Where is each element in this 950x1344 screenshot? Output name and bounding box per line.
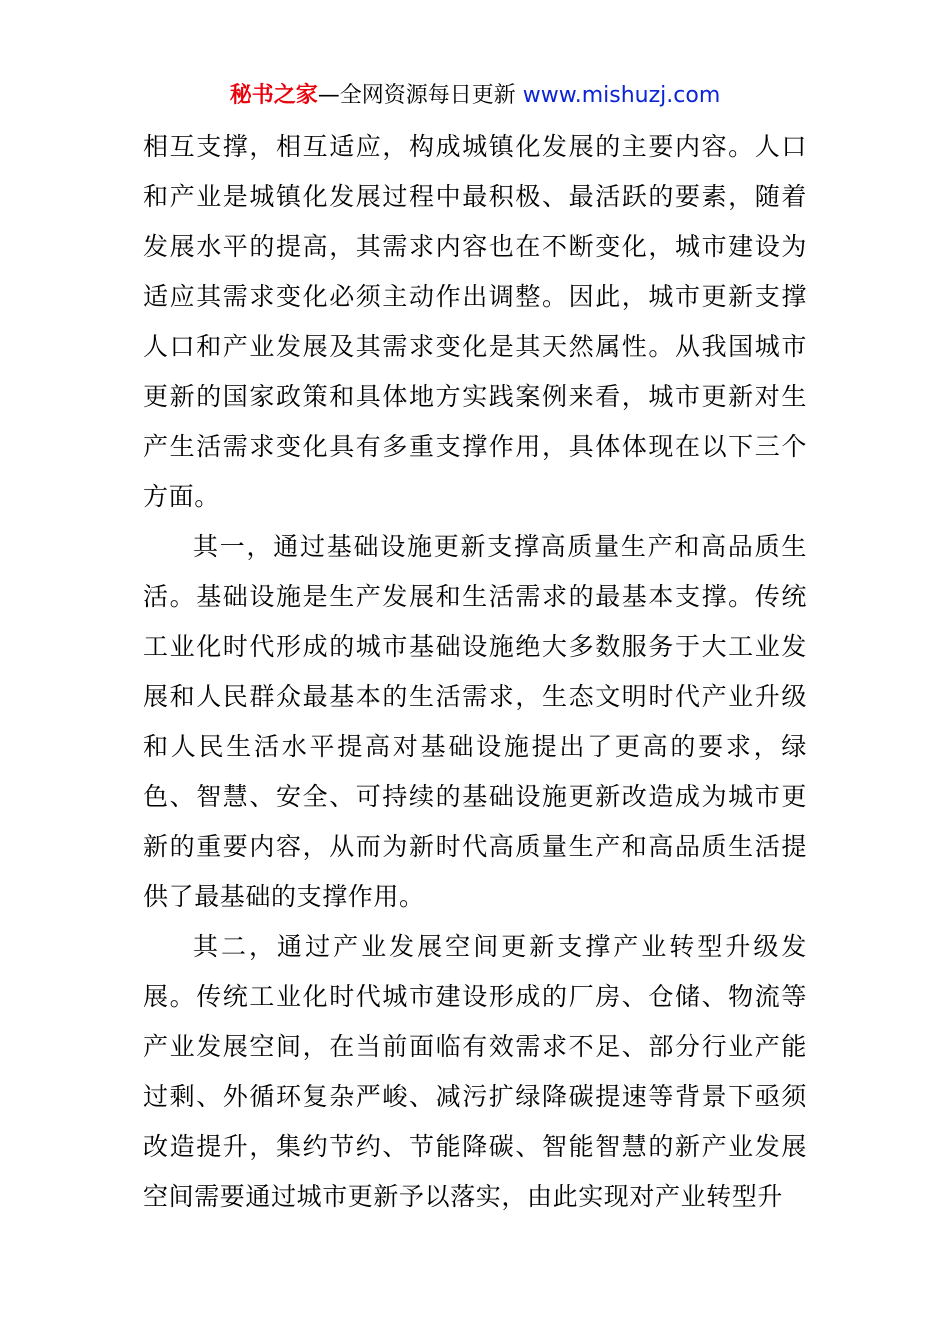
site-brand: 秘书之家 bbox=[229, 83, 318, 108]
document-body bbox=[143, 122, 807, 1222]
site-tagline: —全网资源每日更新 bbox=[317, 83, 523, 108]
paragraph-continuation: 相互支撑，相互适应，构成城镇化发展的主要内容。人口和产业是城镇化发展过程中最积极、最活跃的要素，随着发展水平的提高，其需求内容也在不断变化，城市建设为适应其需求变化必须主动作出调整。因此，城市更新支撑人口和产业发展及其需求变化是其天然属性。从我国城市更新的国家政策和具体地方实践案例来看，城市更新对生产生活需求变化具有多重支撑作用，具体体现在以下三个方面。 bbox=[143, 132, 807, 511]
site-header bbox=[0, 80, 950, 112]
paragraph-point-two: 其二，通过产业发展空间更新支撑产业转型升级发展。传统工业化时代城市建设形成的厂房、仓储、物流等产业发展空间，在当前面临有效需求不足、部分行业产能过剩、外循环复杂严峻、减污扩绿降碳提速等背景下亟须改造提升，集约节约、节能降碳、智能智慧的新产业发展空间需要通过城市更新予以落实，由此实现对产业转型升 bbox=[143, 932, 807, 1211]
paragraph-point-one: 其一，通过基础设施更新支撑高质量生产和高品质生活。基础设施是生产发展和生活需求的最基本支撑。传统工业化时代形成的城市基础设施绝大多数服务于大工业发展和人民群众最基本的生活需求，生态文明时代产业升级和人民生活水平提高对基础设施提出了更高的要求，绿色、智慧、安全、可持续的基础设施更新改造成为城市更新的重要内容，从而为新时代高质量生产和高品质生活提供了最基础的支撑作用。 bbox=[143, 532, 807, 911]
site-url: www.mishuzj.com bbox=[522, 83, 721, 108]
